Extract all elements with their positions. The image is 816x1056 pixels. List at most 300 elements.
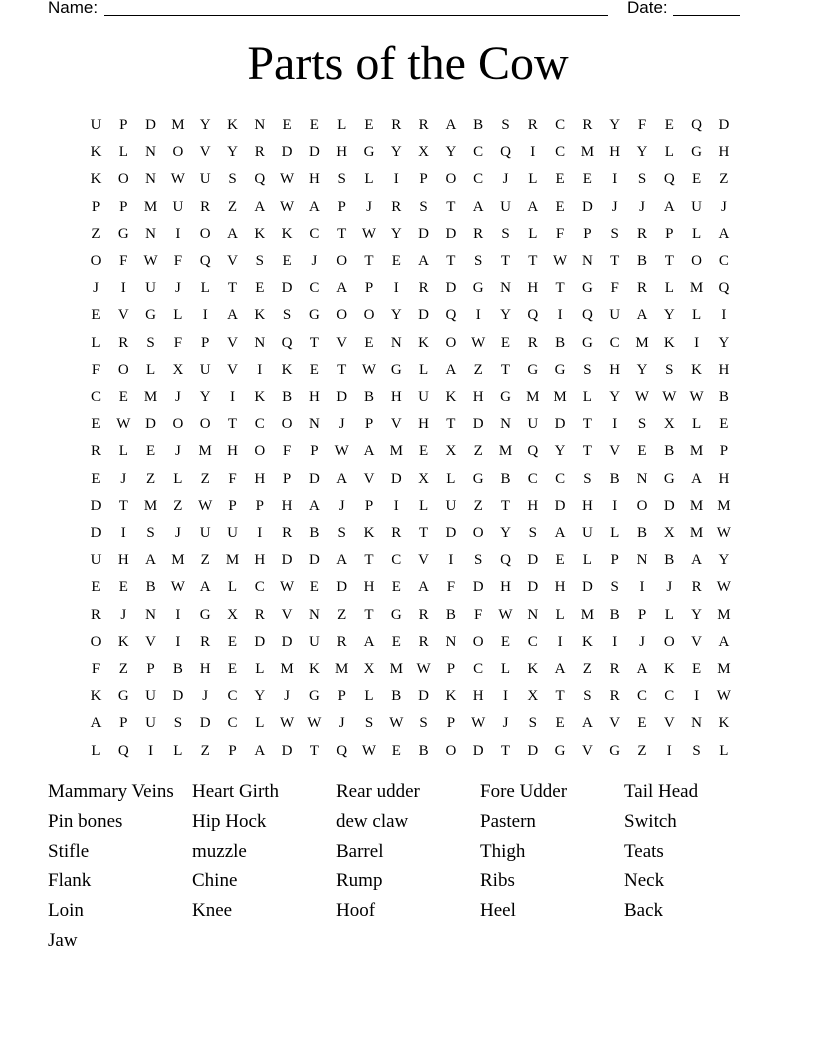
grid-letter: N bbox=[500, 416, 511, 433]
grid-letter: Z bbox=[227, 198, 238, 215]
grid-letter: T bbox=[500, 253, 511, 269]
grid-letter: E bbox=[637, 715, 647, 732]
word-list-item: Fore Udder bbox=[480, 781, 568, 802]
grid-letter: L bbox=[582, 552, 592, 569]
grid-letter: P bbox=[583, 225, 592, 242]
grid-letter: C bbox=[473, 661, 484, 677]
grid-letter: O bbox=[663, 633, 675, 650]
grid-letter: W bbox=[280, 198, 295, 215]
grid-letter: O bbox=[691, 253, 703, 269]
grid-letter: W bbox=[471, 334, 486, 351]
grid-letter: T bbox=[364, 552, 374, 569]
grid-letter: T bbox=[118, 497, 128, 514]
grid-letter: W bbox=[689, 389, 704, 405]
grid-letter: L bbox=[664, 606, 674, 623]
grid-letter: K bbox=[663, 334, 675, 351]
grid-letter: V bbox=[581, 742, 593, 759]
grid-letter: E bbox=[255, 280, 265, 297]
grid-letter: B bbox=[636, 253, 647, 269]
grid-letter: H bbox=[527, 280, 539, 297]
grid-letter: F bbox=[228, 470, 237, 487]
grid-letter: Q bbox=[500, 552, 511, 569]
grid-letter: K bbox=[418, 334, 430, 351]
grid-letter: K bbox=[445, 688, 457, 705]
grid-letter: E bbox=[118, 389, 128, 405]
grid-letter: M bbox=[389, 443, 403, 460]
grid-letter: L bbox=[664, 280, 674, 297]
grid-letter: G bbox=[472, 470, 484, 487]
grid-row bbox=[84, 711, 744, 738]
grid-letter: Q bbox=[527, 307, 539, 324]
grid-letter: A bbox=[554, 661, 566, 677]
grid-letter: X bbox=[418, 144, 430, 161]
grid-letter: R bbox=[336, 633, 347, 650]
grid-letter: I bbox=[666, 742, 672, 759]
grid-letter: J bbox=[93, 280, 99, 297]
grid-letter: A bbox=[527, 198, 539, 215]
grid-letter: O bbox=[90, 633, 102, 650]
grid-letter: T bbox=[446, 253, 456, 269]
grid-letter: A bbox=[227, 225, 238, 242]
grid-letter: J bbox=[120, 606, 127, 623]
grid-letter: H bbox=[254, 552, 266, 569]
grid-letter: L bbox=[91, 742, 101, 759]
grid-letter: D bbox=[336, 579, 348, 596]
grid-letter: E bbox=[692, 171, 702, 188]
grid-letter: U bbox=[172, 198, 184, 215]
grid-letter: F bbox=[555, 225, 565, 242]
grid-letter: V bbox=[418, 552, 430, 569]
grid-letter: S bbox=[583, 688, 592, 705]
grid-letter: J bbox=[174, 389, 181, 405]
grid-letter: A bbox=[363, 443, 375, 460]
grid-letter: H bbox=[254, 470, 266, 487]
grid-letter: Z bbox=[473, 361, 483, 378]
grid-letter: T bbox=[419, 525, 429, 541]
grid-letter: W bbox=[498, 606, 513, 623]
grid-letter: O bbox=[117, 171, 129, 188]
grid-letter: Z bbox=[200, 552, 210, 569]
grid-letter: N bbox=[308, 606, 320, 623]
grid-letter: M bbox=[689, 280, 704, 297]
grid-letter: F bbox=[119, 253, 128, 269]
grid-row bbox=[84, 494, 744, 521]
grid-letter: J bbox=[284, 688, 291, 705]
grid-letter: M bbox=[280, 661, 294, 677]
grid-letter: L bbox=[528, 225, 538, 242]
grid-letter: G bbox=[117, 225, 129, 242]
grid-letter: Z bbox=[337, 606, 347, 623]
grid-letter: M bbox=[143, 198, 158, 215]
grid-letter: R bbox=[90, 606, 101, 623]
grid-letter: Z bbox=[719, 171, 729, 188]
grid-letter: X bbox=[663, 416, 675, 433]
grid-letter: D bbox=[308, 144, 320, 161]
grid-letter: K bbox=[527, 661, 539, 677]
grid-letter: J bbox=[338, 416, 345, 433]
grid-letter: A bbox=[445, 117, 457, 133]
grid-letter: C bbox=[254, 579, 265, 596]
grid-letter: B bbox=[718, 389, 729, 405]
grid-letter: H bbox=[308, 171, 320, 188]
grid-letter: Q bbox=[691, 117, 703, 133]
grid-letter: Y bbox=[227, 144, 238, 161]
grid-letter: A bbox=[718, 633, 730, 650]
grid-letter: W bbox=[280, 715, 295, 732]
grid-letter: H bbox=[500, 579, 511, 596]
grid-letter: I bbox=[557, 307, 563, 324]
grid-letter: A bbox=[691, 552, 703, 569]
grid-letter: A bbox=[636, 307, 648, 324]
grid-letter: J bbox=[338, 715, 345, 732]
grid-letter: Y bbox=[691, 606, 703, 623]
grid-letter: L bbox=[719, 742, 729, 759]
grid-letter: I bbox=[612, 416, 618, 433]
grid-letter: T bbox=[309, 742, 319, 759]
grid-letter: C bbox=[227, 688, 238, 705]
grid-letter: E bbox=[555, 715, 565, 732]
grid-letter: L bbox=[146, 361, 156, 378]
grid-letter: J bbox=[666, 579, 673, 596]
grid-letter: F bbox=[282, 443, 292, 460]
grid-letter: D bbox=[281, 144, 293, 161]
grid-letter: K bbox=[718, 715, 730, 732]
grid-letter: T bbox=[582, 443, 592, 460]
grid-letter: A bbox=[718, 225, 730, 242]
grid-letter: P bbox=[337, 688, 346, 705]
worksheet-header bbox=[48, 0, 748, 20]
grid-letter: I bbox=[530, 144, 536, 161]
grid-letter: T bbox=[227, 416, 238, 433]
grid-letter: O bbox=[172, 416, 184, 433]
grid-letter: I bbox=[639, 579, 645, 596]
grid-letter: E bbox=[555, 552, 565, 569]
grid-letter: H bbox=[472, 389, 484, 405]
grid-letter: T bbox=[500, 361, 511, 378]
grid-letter: R bbox=[200, 198, 211, 215]
grid-letter: L bbox=[419, 361, 429, 378]
word-list-item: Pin bones bbox=[48, 810, 123, 832]
grid-letter: M bbox=[498, 443, 513, 460]
grid-letter: V bbox=[336, 334, 348, 351]
grid-letter: Y bbox=[254, 688, 266, 705]
grid-letter: R bbox=[691, 579, 702, 596]
grid-letter: N bbox=[254, 117, 266, 133]
grid-letter: F bbox=[173, 334, 183, 351]
grid-letter: S bbox=[337, 525, 346, 541]
grid-letter: C bbox=[309, 280, 320, 297]
grid-letter: T bbox=[582, 416, 592, 433]
grid-letter: M bbox=[635, 334, 649, 351]
grid-letter: Q bbox=[718, 280, 730, 297]
grid-letter: G bbox=[554, 742, 566, 759]
word-list-item: Teats bbox=[624, 840, 664, 862]
grid-letter: X bbox=[363, 661, 375, 677]
grid-letter: R bbox=[418, 606, 429, 623]
word-list-item: Rump bbox=[336, 870, 383, 892]
grid-letter: I bbox=[393, 280, 399, 297]
grid-letter: U bbox=[609, 307, 621, 324]
grid-letter: K bbox=[254, 225, 266, 242]
grid-letter: O bbox=[254, 443, 266, 460]
grid-letter: L bbox=[692, 416, 702, 433]
grid-letter: B bbox=[609, 606, 620, 623]
grid-letter: V bbox=[609, 443, 621, 460]
grid-letter: E bbox=[719, 416, 729, 433]
grid-letter: K bbox=[90, 144, 102, 161]
grid-letter: K bbox=[663, 661, 675, 677]
grid-letter: R bbox=[254, 606, 265, 623]
grid-letter: Y bbox=[390, 307, 402, 324]
grid-letter: H bbox=[117, 552, 129, 569]
grid-letter: N bbox=[636, 470, 648, 487]
grid-letter: L bbox=[200, 280, 210, 297]
grid-letter: P bbox=[610, 552, 619, 569]
grid-row bbox=[84, 521, 744, 548]
grid-letter: J bbox=[639, 198, 645, 215]
grid-letter: P bbox=[228, 742, 237, 759]
grid-row bbox=[84, 140, 744, 167]
grid-letter: G bbox=[500, 389, 511, 405]
word-list-item: Heart Girth bbox=[192, 781, 280, 802]
grid-letter: Z bbox=[91, 225, 101, 242]
grid-letter: S bbox=[528, 715, 537, 732]
grid-letter: A bbox=[472, 198, 484, 215]
grid-letter: R bbox=[282, 525, 293, 541]
grid-letter: T bbox=[337, 361, 347, 378]
grid-letter: F bbox=[91, 661, 101, 677]
grid-letter: R bbox=[200, 633, 211, 650]
grid-letter: E bbox=[555, 198, 565, 215]
grid-letter: G bbox=[363, 144, 375, 161]
grid-letter: P bbox=[337, 198, 346, 215]
grid-letter: C bbox=[527, 470, 538, 487]
grid-letter: N bbox=[308, 416, 320, 433]
word-list-item: Chine bbox=[192, 870, 238, 892]
grid-letter: J bbox=[639, 633, 645, 650]
grid-letter: D bbox=[581, 579, 593, 596]
grid-letter: D bbox=[281, 280, 293, 297]
grid-letter: K bbox=[254, 307, 266, 324]
grid-letter: H bbox=[199, 661, 211, 677]
grid-letter: H bbox=[308, 389, 320, 405]
grid-letter: I bbox=[257, 525, 263, 541]
grid-letter: W bbox=[280, 171, 295, 188]
grid-row bbox=[84, 222, 744, 249]
grid-letter: T bbox=[555, 688, 565, 705]
grid-letter: D bbox=[308, 552, 320, 569]
grid-letter: Q bbox=[663, 171, 675, 188]
grid-letter: L bbox=[555, 606, 565, 623]
grid-letter: I bbox=[612, 633, 618, 650]
grid-row bbox=[84, 412, 744, 439]
grid-letter: J bbox=[202, 688, 209, 705]
grid-letter: J bbox=[611, 198, 618, 215]
grid-letter: D bbox=[418, 307, 430, 324]
grid-letter: G bbox=[199, 606, 211, 623]
word-list-item: Hip Hock bbox=[192, 810, 267, 832]
grid-letter: U bbox=[199, 171, 211, 188]
grid-letter: B bbox=[664, 443, 675, 460]
grid-letter: K bbox=[90, 171, 102, 188]
grid-letter: M bbox=[389, 661, 403, 677]
grid-letter: R bbox=[636, 225, 647, 242]
grid-letter: C bbox=[309, 225, 320, 242]
grid-letter: R bbox=[391, 198, 402, 215]
grid-letter: T bbox=[555, 280, 565, 297]
grid-letter: Y bbox=[390, 144, 402, 161]
grid-letter: M bbox=[580, 606, 595, 623]
grid-letter: P bbox=[119, 715, 128, 732]
grid-letter: V bbox=[609, 715, 621, 732]
grid-letter: L bbox=[364, 688, 374, 705]
grid-letter: D bbox=[281, 552, 293, 569]
grid-letter: P bbox=[146, 661, 155, 677]
grid-letter: S bbox=[501, 117, 510, 133]
grid-letter: D bbox=[527, 742, 539, 759]
word-list-item: Thigh bbox=[480, 840, 526, 862]
grid-letter: D bbox=[199, 715, 211, 732]
grid-letter: O bbox=[445, 742, 457, 759]
grid-letter: T bbox=[227, 280, 238, 297]
grid-letter: R bbox=[254, 144, 265, 161]
grid-letter: G bbox=[581, 280, 593, 297]
word-list-item: Pastern bbox=[480, 810, 536, 832]
grid-letter: Z bbox=[473, 497, 483, 514]
grid-letter: I bbox=[393, 171, 399, 188]
grid-letter: C bbox=[555, 117, 566, 133]
grid-letter: K bbox=[363, 525, 375, 541]
grid-letter: S bbox=[228, 171, 237, 188]
grid-letter: B bbox=[363, 389, 374, 405]
grid-letter: M bbox=[689, 443, 704, 460]
grid-letter: D bbox=[581, 198, 593, 215]
grid-row bbox=[84, 684, 744, 711]
grid-letter: K bbox=[445, 389, 457, 405]
grid-letter: A bbox=[691, 470, 703, 487]
grid-letter: G bbox=[609, 742, 621, 759]
grid-letter: S bbox=[173, 715, 183, 732]
grid-letter: H bbox=[609, 361, 621, 378]
grid-letter: P bbox=[119, 117, 128, 133]
grid-letter: G bbox=[390, 606, 402, 623]
grid-letter: Q bbox=[445, 307, 457, 324]
grid-letter: G bbox=[527, 361, 539, 378]
grid-letter: N bbox=[145, 171, 157, 188]
grid-letter: S bbox=[610, 225, 619, 242]
grid-letter: R bbox=[582, 117, 593, 133]
grid-letter: S bbox=[282, 307, 292, 324]
grid-letter: M bbox=[553, 389, 567, 405]
grid-letter: L bbox=[91, 334, 101, 351]
grid-letter: G bbox=[472, 280, 484, 297]
grid-letter: U bbox=[445, 497, 457, 514]
grid-letter: P bbox=[282, 470, 292, 487]
grid-letter: C bbox=[527, 633, 538, 650]
grid-letter: I bbox=[503, 688, 508, 705]
grid-letter: V bbox=[199, 144, 211, 161]
grid-letter: U bbox=[199, 525, 211, 541]
word-list-item: Flank bbox=[48, 870, 92, 892]
grid-letter: Y bbox=[609, 117, 621, 133]
grid-letter: B bbox=[664, 552, 675, 569]
grid-letter: H bbox=[718, 144, 730, 161]
word-list-item: Ribs bbox=[480, 870, 515, 892]
grid-letter: B bbox=[473, 117, 484, 133]
grid-letter: S bbox=[364, 715, 374, 732]
grid-letter: N bbox=[254, 334, 266, 351]
grid-letter: C bbox=[90, 389, 101, 405]
grid-letter: T bbox=[500, 742, 511, 759]
grid-letter: A bbox=[254, 198, 266, 215]
grid-letter: T bbox=[528, 253, 538, 269]
grid-letter: W bbox=[143, 253, 158, 269]
grid-letter: K bbox=[117, 633, 129, 650]
grid-letter: Y bbox=[199, 117, 211, 133]
grid-letter: Z bbox=[118, 661, 128, 677]
grid-letter: Q bbox=[254, 171, 266, 188]
grid-letter: J bbox=[174, 525, 181, 541]
date-line bbox=[673, 15, 740, 16]
grid-letter: D bbox=[145, 416, 157, 433]
grid-letter: D bbox=[554, 497, 566, 514]
grid-letter: W bbox=[634, 389, 650, 405]
grid-letter: W bbox=[116, 416, 131, 433]
grid-letter: P bbox=[719, 443, 729, 460]
grid-letter: A bbox=[554, 525, 566, 541]
grid-letter: L bbox=[255, 715, 265, 732]
grid-letter: S bbox=[637, 416, 647, 433]
grid-letter: W bbox=[307, 715, 322, 732]
grid-letter: K bbox=[90, 688, 102, 705]
grid-letter: R bbox=[418, 280, 429, 297]
grid-letter: U bbox=[199, 361, 211, 378]
grid-letter: O bbox=[117, 361, 129, 378]
grid-letter: D bbox=[554, 416, 566, 433]
grid-letter: A bbox=[418, 579, 430, 596]
grid-letter: C bbox=[718, 253, 729, 269]
grid-letter: R bbox=[609, 688, 620, 705]
grid-letter: X bbox=[527, 688, 539, 705]
grid-letter: L bbox=[528, 171, 538, 188]
grid-letter: A bbox=[663, 198, 675, 215]
grid-letter: H bbox=[718, 470, 730, 487]
grid-row bbox=[84, 575, 744, 602]
grid-letter: E bbox=[227, 661, 238, 677]
grid-row bbox=[84, 331, 744, 358]
grid-letter: C bbox=[664, 688, 675, 705]
word-list-item: Barrel bbox=[336, 840, 384, 862]
grid-letter: B bbox=[418, 742, 429, 759]
grid-row bbox=[84, 358, 744, 385]
grid-letter: S bbox=[637, 171, 647, 188]
grid-letter: G bbox=[691, 144, 703, 161]
grid-letter: I bbox=[120, 280, 126, 297]
grid-letter: E bbox=[309, 117, 319, 133]
grid-letter: C bbox=[555, 144, 566, 161]
grid-letter: Z bbox=[200, 742, 210, 759]
grid-letter: P bbox=[201, 334, 210, 351]
grid-letter: L bbox=[419, 497, 429, 514]
grid-letter: X bbox=[227, 606, 238, 623]
grid-letter: K bbox=[281, 225, 293, 242]
grid-row bbox=[84, 385, 744, 412]
grid-letter: N bbox=[636, 552, 648, 569]
grid-letter: Q bbox=[281, 334, 293, 351]
grid-letter: H bbox=[609, 144, 621, 161]
grid-letter: K bbox=[581, 633, 593, 650]
grid-letter: C bbox=[254, 416, 265, 433]
